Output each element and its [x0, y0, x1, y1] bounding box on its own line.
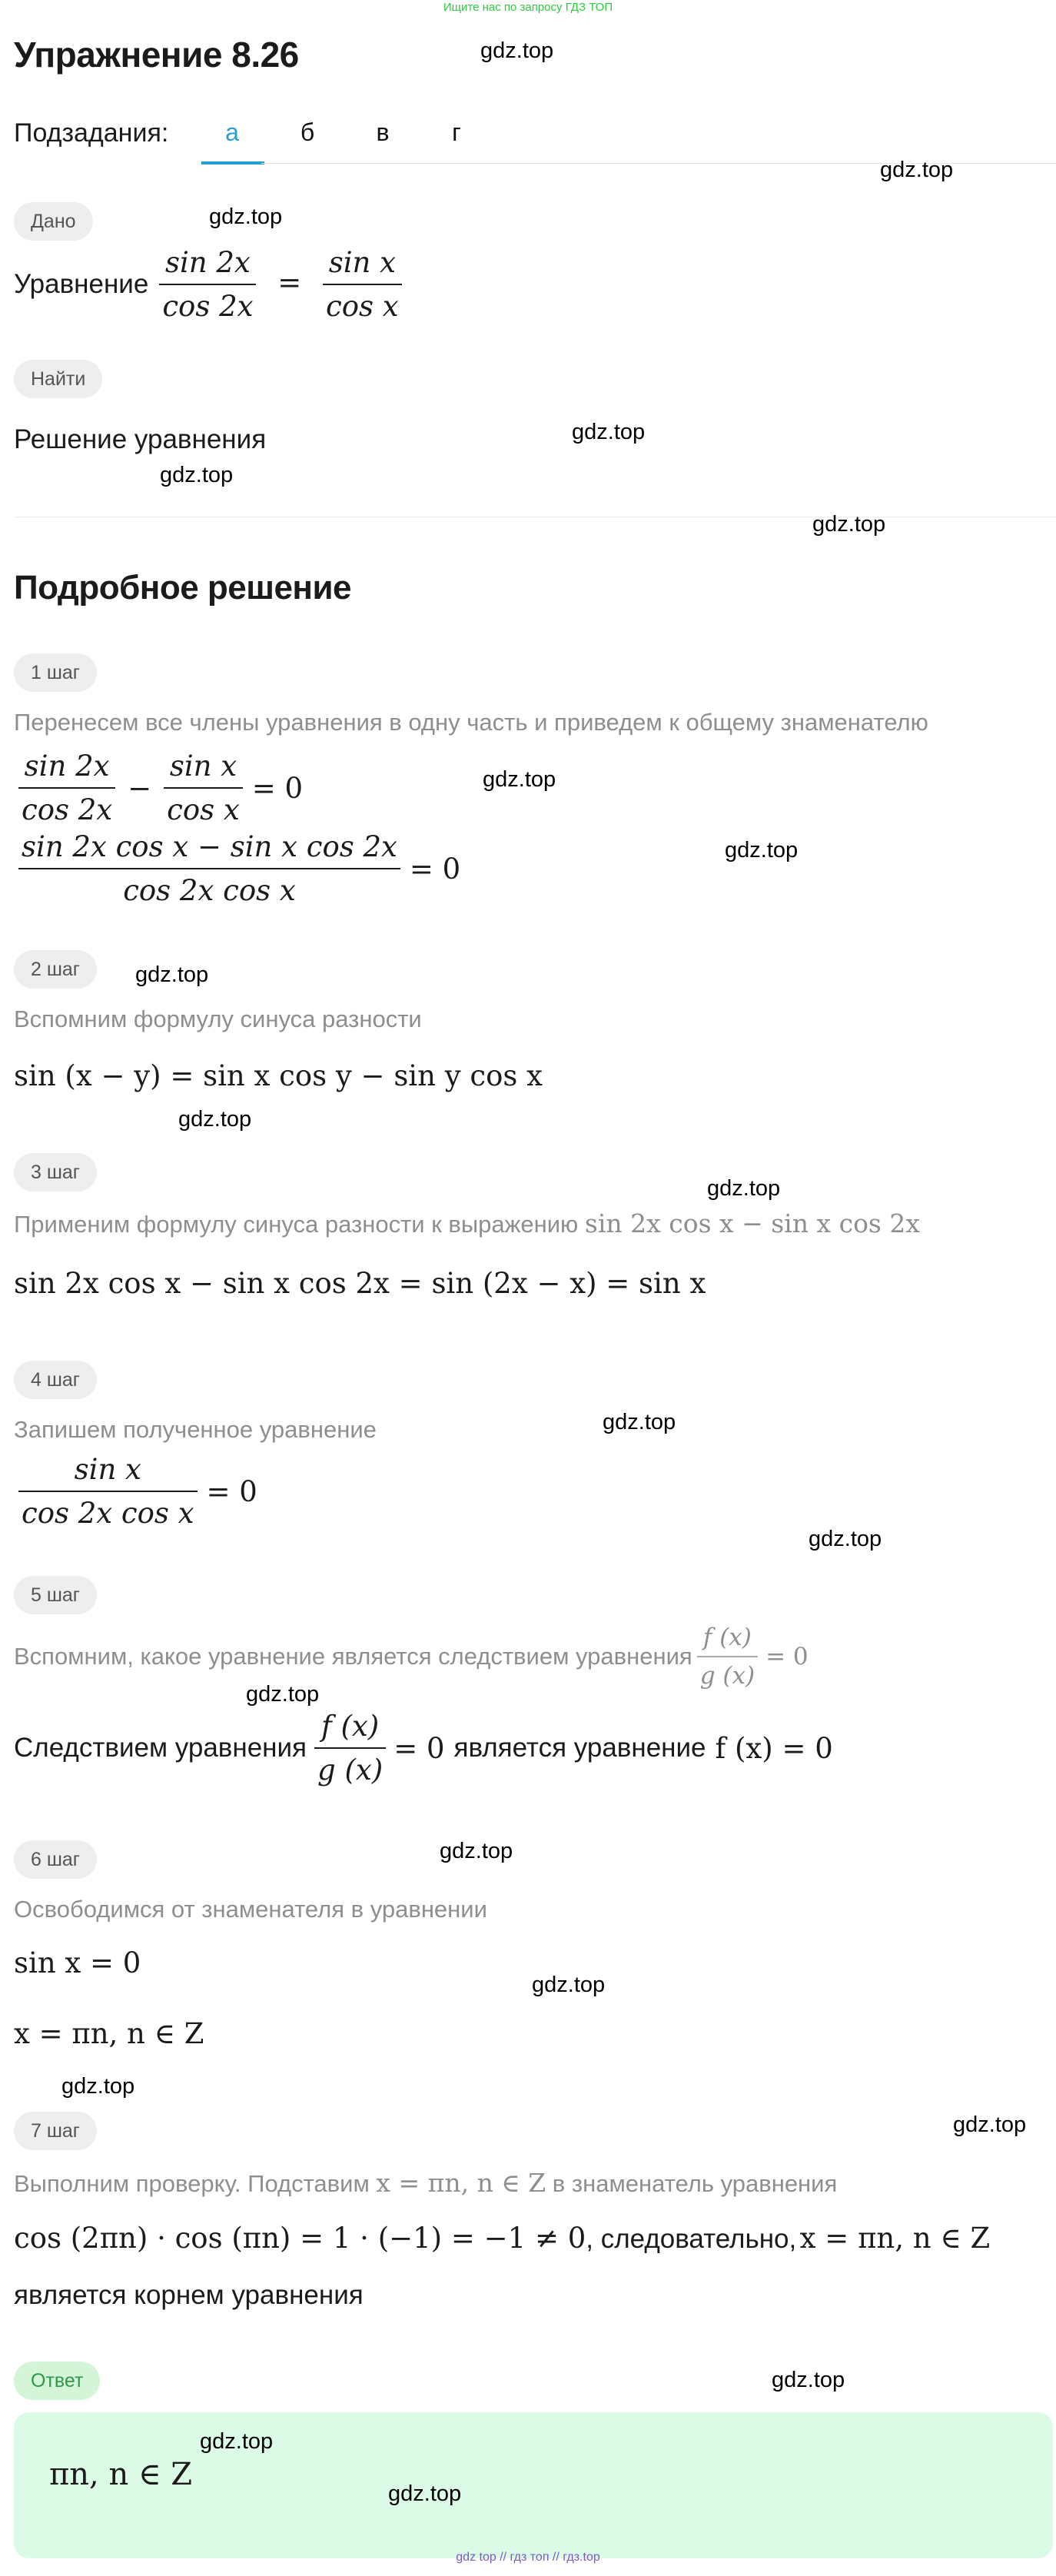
step-4-badge: 4 шаг: [14, 1361, 97, 1399]
step-4-math: $\frac{\text{sin x}}{\text{cos 2x cos x}}$ = 0: [14, 1453, 257, 1530]
footer-links[interactable]: gdz top // гдз топ // гдз.top: [456, 2551, 600, 2564]
step-1-text: Перенесем все члены уравнения в одну часть и приведем к общему знаменателю: [14, 709, 928, 736]
watermark: gdz.top: [388, 2481, 462, 2506]
given-rhs-den: cos x: [326, 290, 399, 323]
solution-title: Подробное решение: [14, 569, 352, 607]
watermark: gdz.top: [809, 1527, 882, 1551]
find-text: Решение уравнения: [14, 424, 267, 454]
watermark: gdz.top: [707, 1176, 781, 1201]
step-2-text: Вспомним формулу синуса разности: [14, 1005, 422, 1032]
step-6-badge: 6 шаг: [14, 1840, 97, 1879]
watermark: gdz.top: [572, 420, 646, 444]
step-1-math-1: $\frac{\sin 2x}{\cos 2x}$ − $\frac{\text{sin x}}{\text{cos x}}$ = 0: [14, 750, 303, 826]
given-equation-label: Уравнение: [14, 269, 149, 299]
answer-value: πn, n ∈ Z: [49, 2457, 193, 2492]
step-2-formula: sin (x − y) = sin x cos y − sin y cos x: [14, 1059, 543, 1092]
tab-v[interactable]: в: [376, 118, 390, 146]
step-1-math-2: $\frac{\text{sin 2x cos x − sin x cos 2x}}{\text{cos 2x cos x}}$ = 0: [14, 830, 460, 907]
watermark: gdz.top: [440, 1839, 513, 1863]
find-badge: Найти: [14, 360, 102, 398]
given-lhs-den: cos 2x: [162, 290, 254, 323]
watermark: gdz.top: [61, 2074, 135, 2099]
step-5-text: Вспомним, какое уравнение является следствием уравнения $\frac{f (x)}{g (x)}$ = 0: [14, 1624, 809, 1690]
subtasks-label: Подзадания:: [14, 118, 169, 148]
watermark: gdz.top: [178, 1107, 252, 1132]
step-4-text: Запишем полученное уравнение: [14, 1416, 377, 1443]
step-7-check: cos (2πn) · cos (πn) = 1 · (−1) = −1 ≠ 0, следовательно, x = πn, n ∈ Z: [14, 2222, 991, 2255]
step-1-badge: 1 шаг: [14, 653, 97, 692]
watermark: gdz.top: [532, 1973, 606, 1997]
promo-banner[interactable]: Ищите нас по запросу ГДЗ ТОП: [443, 1, 613, 14]
watermark: gdz.top: [135, 962, 209, 987]
watermark: gdz.top: [246, 1682, 320, 1707]
given-equation: Уравнение $\frac{\sin 2x}{\cos 2x}$ = $\frac{\text{sin x}}{\text{cos x}}$: [14, 246, 407, 323]
watermark: gdz.top: [480, 38, 554, 63]
watermark: gdz.top: [772, 2368, 845, 2392]
page-title: Упражнение 8.26: [14, 35, 299, 75]
given-lhs-num: sin 2x: [164, 246, 251, 279]
tab-g[interactable]: г: [452, 118, 461, 146]
step-6-math-2: x = πn, n ∈ Z: [14, 2017, 204, 2050]
watermark: gdz.top: [200, 2429, 274, 2454]
active-tab-indicator: [201, 161, 264, 165]
step-5-conclusion: Следствием уравнения $\frac{f (x)}{g (x)}$ = 0 является уравнение f (x) = 0: [14, 1710, 833, 1787]
step-7-badge: 7 шаг: [14, 2112, 97, 2150]
step-6-math-1: sin x = 0: [14, 1946, 141, 1979]
step-3-inline-math: sin 2x cos x − sin x cos 2x: [584, 1208, 920, 1238]
step-7-text: Выполним проверку. Подставим x = πn, n ∈ Z в знаменатель уравнения: [14, 2168, 838, 2198]
watermark: gdz.top: [160, 463, 234, 487]
watermark: gdz.top: [483, 767, 556, 792]
step-3-badge: 3 шаг: [14, 1153, 97, 1192]
answer-badge: Ответ: [14, 2362, 100, 2400]
tab-a[interactable]: а: [225, 118, 239, 146]
watermark: gdz.top: [725, 838, 799, 863]
given-badge: Дано: [14, 202, 93, 241]
given-rhs-num: sin x: [328, 246, 396, 279]
watermark: gdz.top: [603, 1410, 676, 1434]
step-3-formula: sin 2x cos x − sin x cos 2x = sin (2x − x) = sin x: [14, 1267, 706, 1300]
step-6-text: Освободимся от знаменателя в уравнении: [14, 1896, 487, 1923]
step-7-conclusion: является корнем уравнения: [14, 2280, 364, 2310]
watermark: gdz.top: [953, 2112, 1027, 2137]
tab-b[interactable]: б: [300, 118, 315, 146]
step-5-badge: 5 шаг: [14, 1576, 97, 1614]
watermark: gdz.top: [209, 204, 283, 229]
step-2-badge: 2 шаг: [14, 950, 97, 989]
step-3-text: Применим формулу синуса разности к выражению sin 2x cos x − sin x cos 2x: [14, 1208, 920, 1238]
watermark: gdz.top: [812, 512, 886, 537]
watermark: gdz.top: [880, 158, 954, 182]
